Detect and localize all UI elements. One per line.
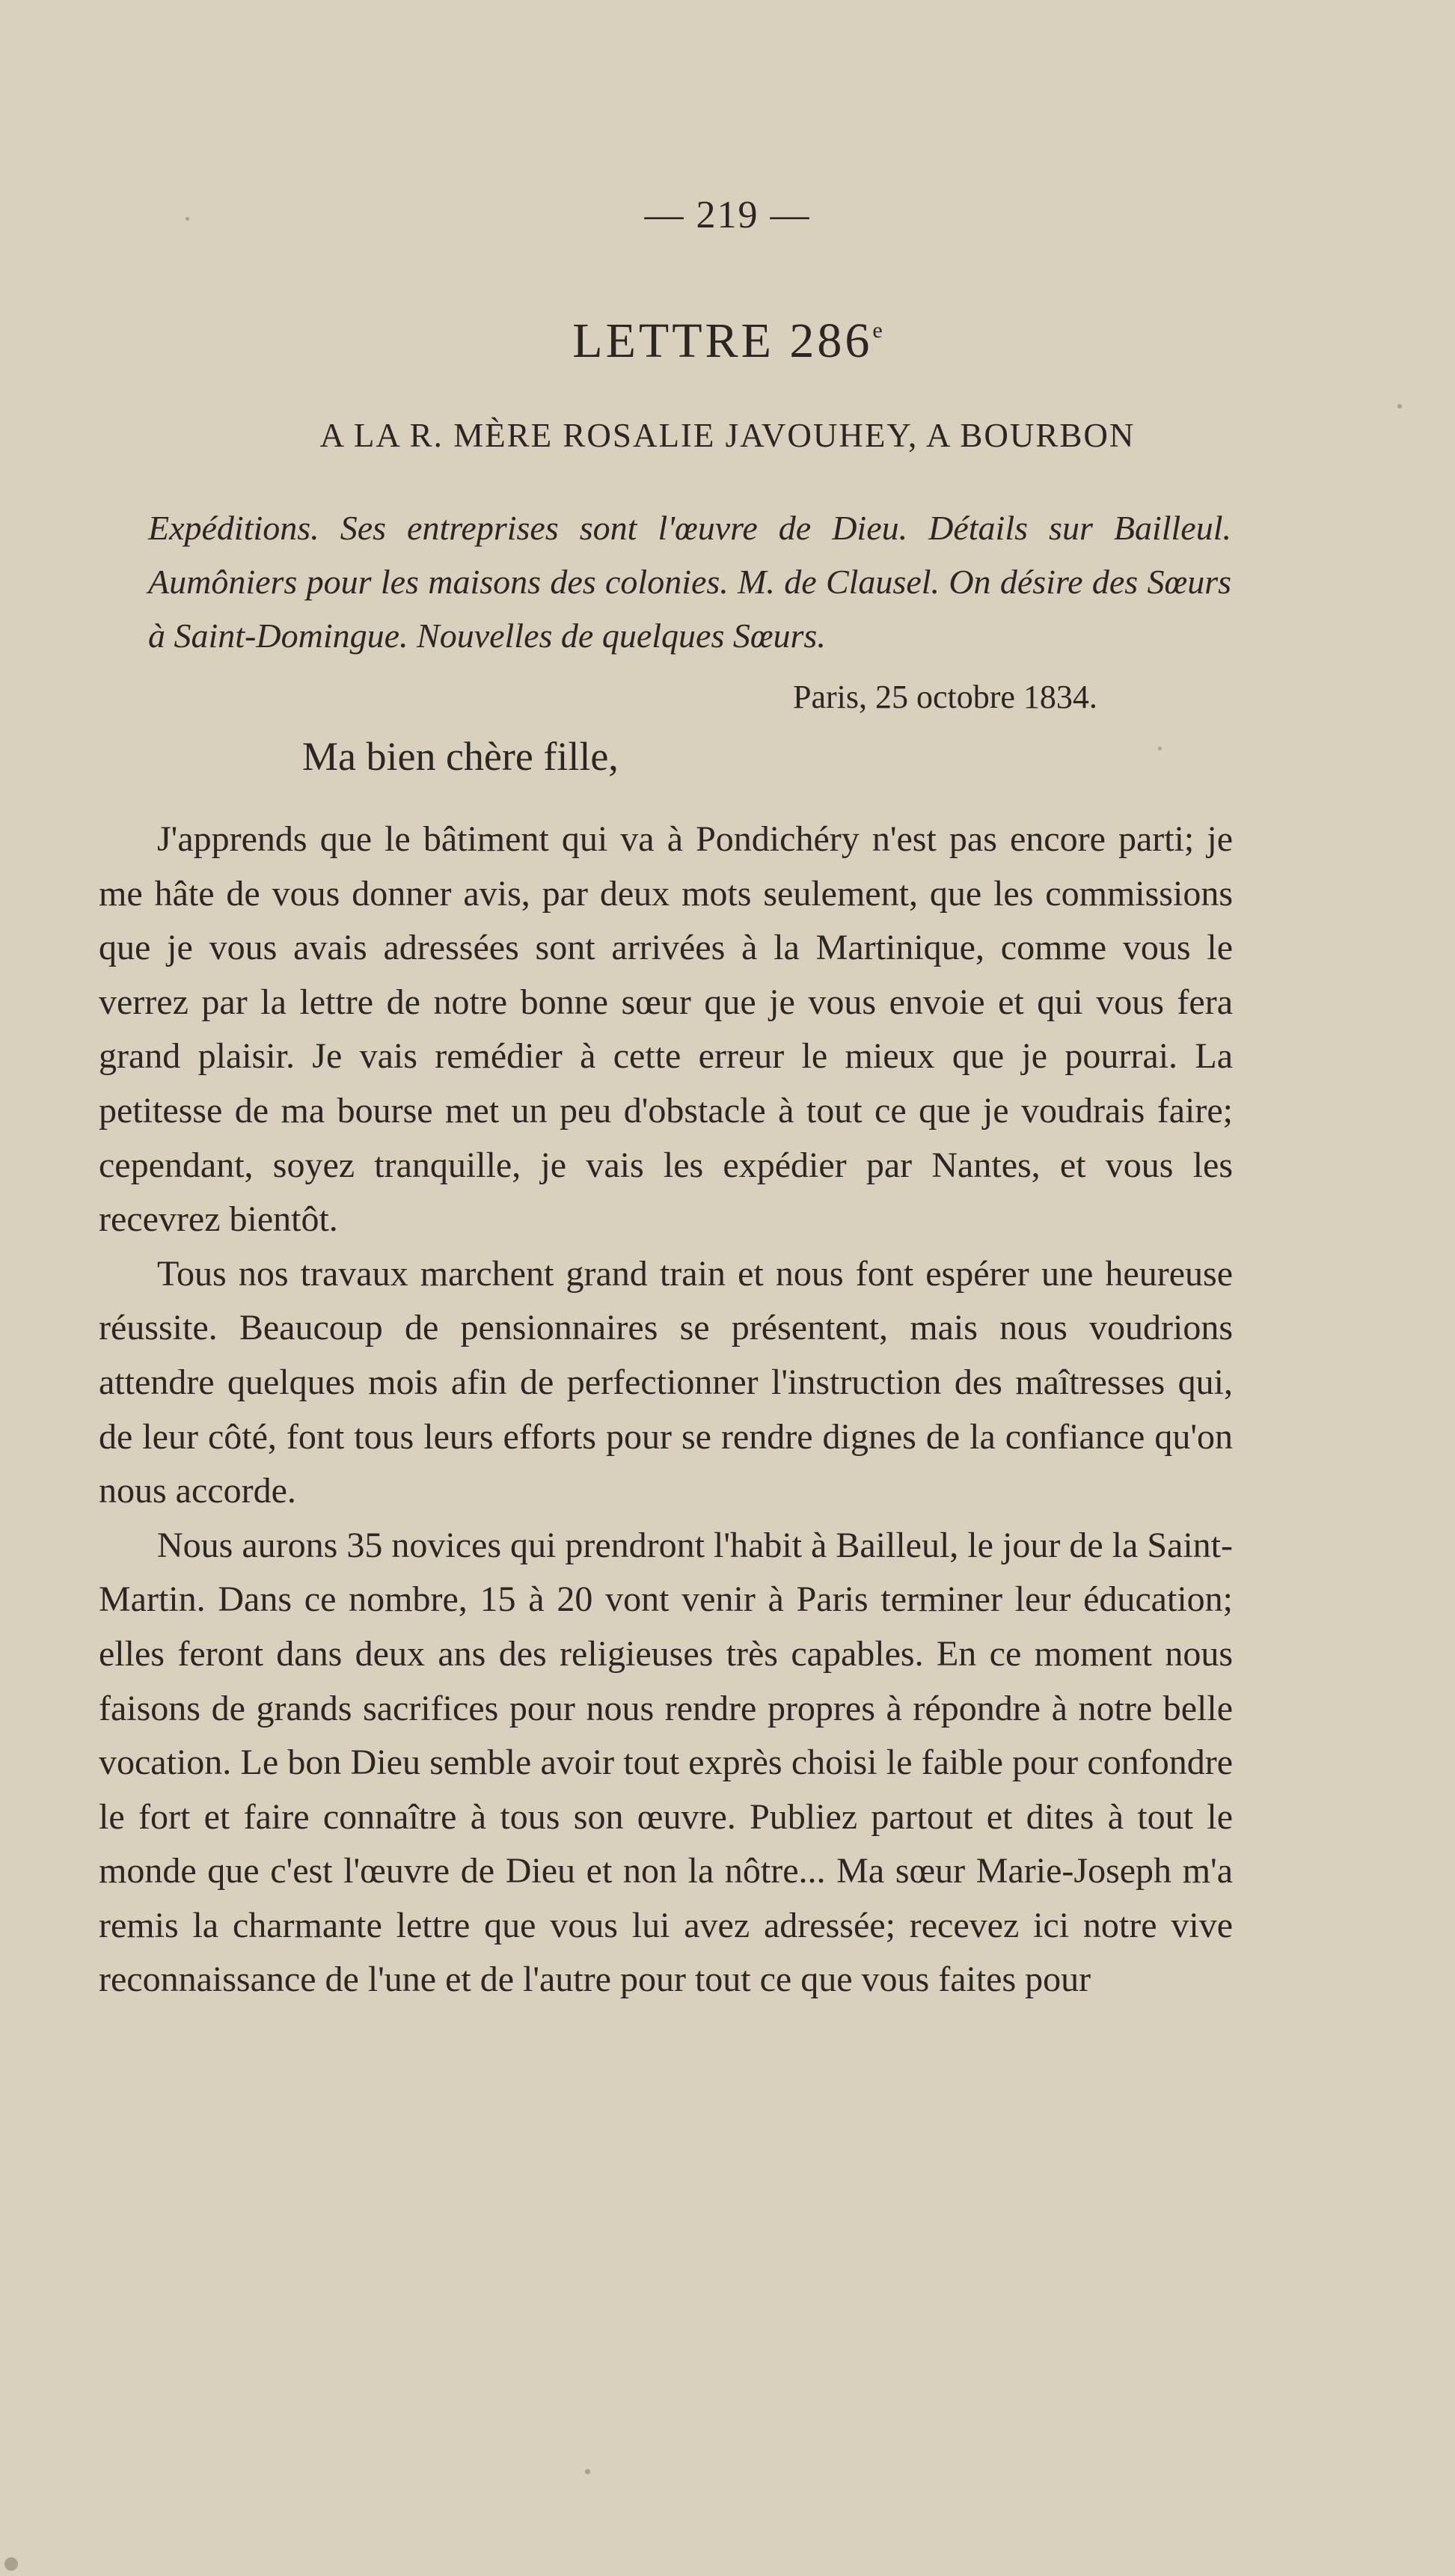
paper-speck xyxy=(585,2469,590,2474)
letter-title-text: LETTRE 286 xyxy=(572,313,873,368)
body-paragraph: Nous aurons 35 novices qui prendront l'habit à Bailleul, le jour de la Saint-Martin. Dans ce nombre, 15 à 20 vont venir à Paris terminer leur éducation; elles feront dans deux ans des religieuses très capables. En ce moment nous faisons de grands sacrifices pour nous rendre propres à répondre à notre belle vocation. Le bon Dieu semble avoir tout exprès choisi le faible pour confondre le fort et faire connaître à tous son œuvre. Publiez partout et dites à tout le monde que c'est l'œuvre de Dieu et non la nôtre... Ma sœur Marie-Joseph m'a remis la charmante lettre que vous lui avez adressée; recevez ici notre vive reconnaissance de l'une et de l'autre pour tout ce que vous faites pour xyxy=(99,1525,1233,2000)
body-paragraph: J'apprends que le bâtiment qui va à Pondichéry n'est pas encore parti; je me hâte de vous donner avis, par deux mots seulement, que les commissions que je vous avais adressées sont arrivées à la Martinique, comme vous le verrez par la lettre de notre bonne sœur que je vous envoie et qui vous fera grand plaisir. Je vais remédier à cette erreur le mieux que je pourrai. La petitesse de ma bourse met un peu d'obstacle à tout ce que je voudrais faire; cependant, soyez tranquille, je vais les expédier par Nantes, et vous les recevrez bientôt. xyxy=(99,819,1233,1240)
paper-speck xyxy=(1397,404,1402,409)
body-paragraph: Tous nos travaux marchent grand train et nous font espérer une heureuse réussite. Beaucoup de pensionnaires se présentent, mais nous voudrions attendre quelques mois afin de perfectionner l'instruction des maîtresses qui, de leur côté, font tous leurs efforts pour se rendre dignes de la confiance qu'on nous accorde. xyxy=(99,1253,1233,1511)
letter-salutation: Ma bien chère fille, xyxy=(302,734,619,779)
letter-title-superscript: e xyxy=(872,318,883,343)
letter-title xyxy=(0,313,1455,370)
letter-body xyxy=(99,813,1233,2007)
paper-speck xyxy=(1158,747,1162,750)
page-number: — 219 — xyxy=(644,194,811,236)
letter-summary: Expéditions. Ses entreprises sont l'œuvre de Dieu. Détails sur Bailleul. Aumôniers pour les maisons des colonies. M. de Clausel. On désire des Sœurs à Saint-Domingue. Nouvelles de quelques Sœurs. xyxy=(148,509,1231,655)
letter-recipient: A LA R. MÈRE ROSALIE JAVOUHEY, A BOURBON xyxy=(319,417,1136,454)
paper-speck xyxy=(4,2557,18,2571)
letter-dateline: Paris, 25 octobre 1834. xyxy=(793,679,1097,715)
